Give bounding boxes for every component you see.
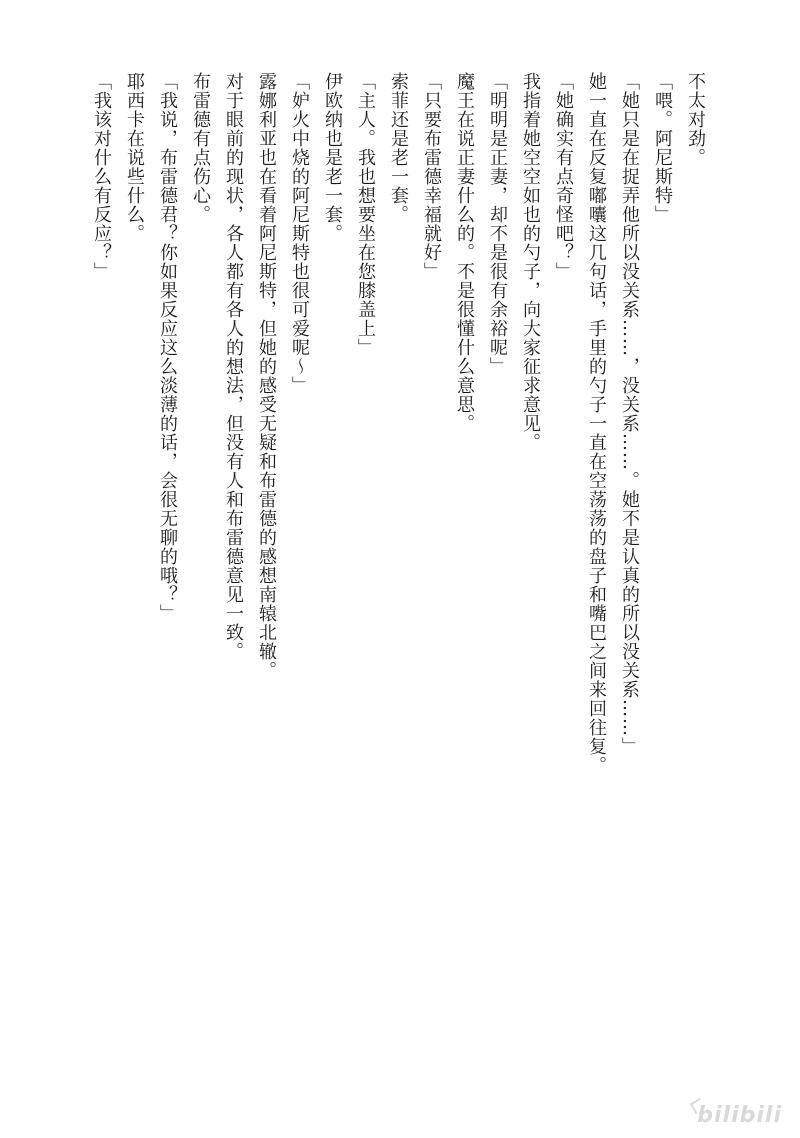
- text-line: 「主人。我也想要坐在您膝盖上」: [355, 72, 376, 357]
- text-line: 布雷德有点伤心。: [190, 72, 211, 224]
- text-line: 耶西卡在说些什么。: [124, 72, 145, 243]
- text-line: 索菲还是老一套。: [388, 72, 409, 224]
- text-line: 魔王在说正妻什么的。不是很懂什么意思。: [454, 72, 475, 433]
- text-line: 「她确实有点奇怪吧？」: [553, 72, 574, 281]
- text-line: 「妒火中烧的阿尼斯特也很可爱呢～」: [289, 72, 310, 395]
- text-line: 「喂。阿尼斯特」: [652, 72, 673, 224]
- text-line: 她一直在反复嘟囔这几句话，手里的勺子一直在空荡荡的盘子和嘴巴之间来回往复。: [586, 72, 607, 775]
- text-line: 「只要布雷德幸福就好」: [421, 72, 442, 281]
- text-line: 露娜利亚也在看着阿尼斯特，但她的感受无疑和布雷德的感想南辕北辙。: [256, 72, 277, 680]
- text-line: 「她只是在捉弄他所以没关系……，没关系……。她不是认真的所以没关系……」: [619, 72, 640, 756]
- text-line: 对于眼前的现状，各人都有各人的想法，但没有人和布雷德意见一致。: [223, 72, 244, 661]
- text-line: 「明明是正妻，却不是很有余裕呢」: [487, 72, 508, 376]
- text-line: 「我该对什么有反应？」: [91, 72, 112, 281]
- watermark-logo: bilibili: [697, 1103, 782, 1128]
- text-line: 不太对劲。: [685, 72, 706, 167]
- text-line: 伊欧纳也是老一套。: [322, 72, 343, 243]
- text-line: 「我说，布雷德君？你如果反应这么淡薄的话，会很无聊的哦？」: [157, 72, 178, 623]
- text-line: 我指着她空空如也的勺子，向大家征求意见。: [520, 72, 541, 452]
- vertical-text-block: [85, 72, 712, 892]
